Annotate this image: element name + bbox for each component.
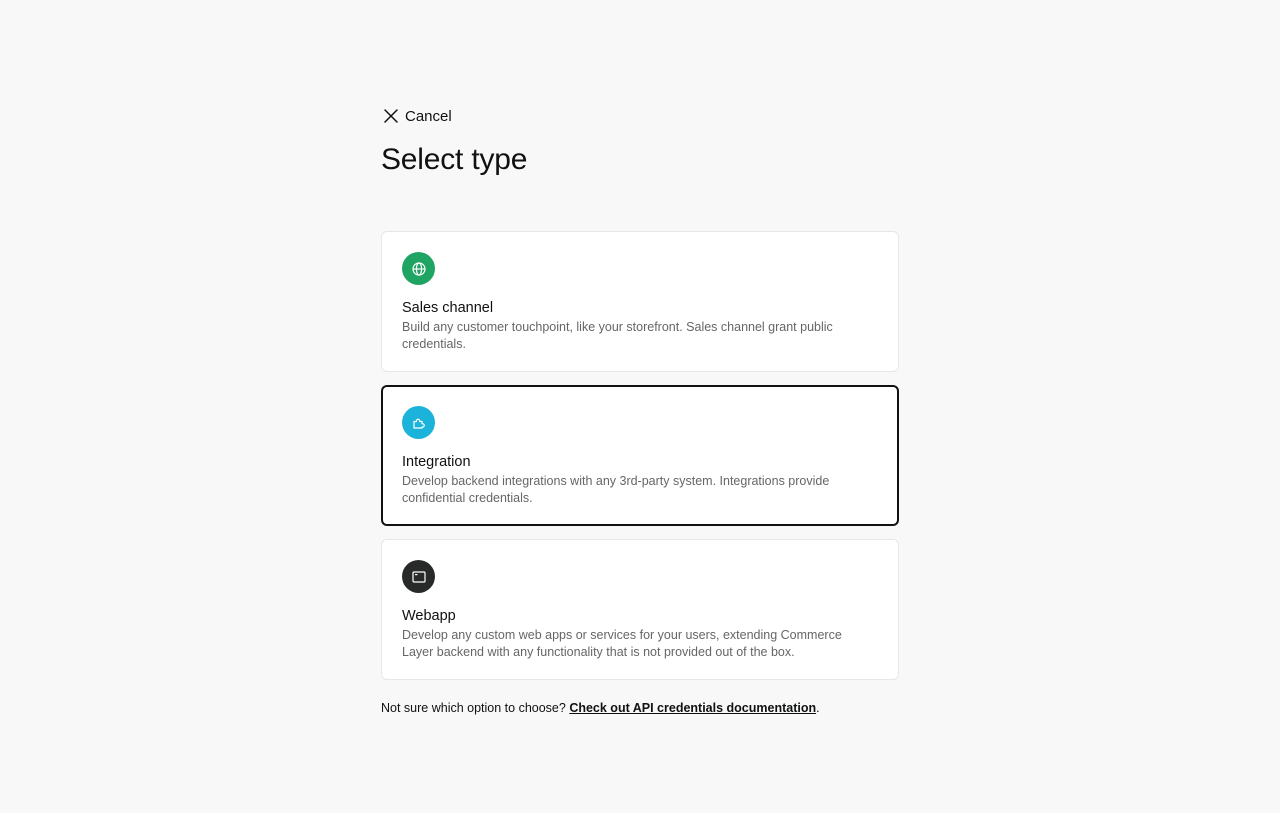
option-title: Webapp (402, 608, 456, 624)
close-icon (383, 108, 399, 124)
help-note-suffix: . (816, 701, 820, 715)
browser-window-icon (402, 560, 435, 593)
option-description: Develop backend integrations with any 3rd-party system. Integrations provide confidential credentials. (402, 474, 830, 505)
select-type-panel (381, 105, 899, 715)
help-note (381, 701, 899, 715)
option-description: Build any customer touchpoint, like your storefront. Sales channel grant public credentials. (402, 320, 833, 351)
puzzle-icon (402, 406, 435, 439)
option-description: Develop any custom web apps or services for your users, extending Commerce Layer backend with any functionality that is not provided out of the box. (402, 628, 842, 659)
cancel-button[interactable] (383, 105, 452, 127)
type-options (381, 231, 899, 680)
cancel-label: Cancel (405, 107, 452, 125)
help-note-prefix: Not sure which option to choose? (381, 701, 570, 715)
option-card-webapp[interactable] (381, 539, 899, 680)
page-title: Select type (381, 143, 528, 176)
option-title: Integration (402, 454, 471, 470)
api-credentials-docs-link[interactable]: Check out API credentials documentation (569, 701, 817, 715)
option-card-sales-channel[interactable] (381, 231, 899, 372)
globe-icon (402, 252, 435, 285)
option-title: Sales channel (402, 300, 494, 316)
option-card-integration[interactable] (381, 385, 899, 526)
